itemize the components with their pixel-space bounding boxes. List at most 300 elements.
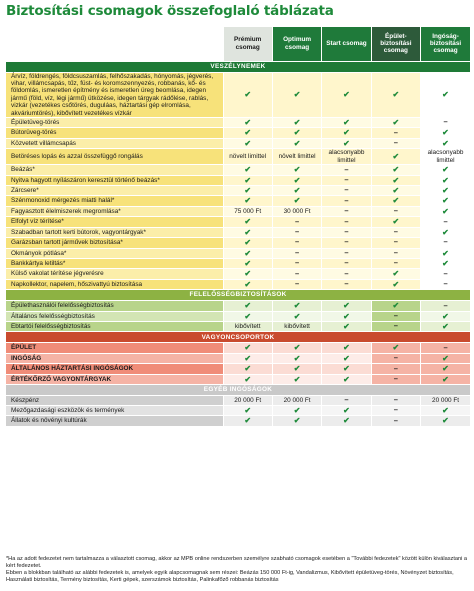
coverage-label: Épülethasználói felelősségbiztosítás xyxy=(6,301,223,311)
check-icon: ✔ xyxy=(244,269,252,279)
coverage-cell xyxy=(322,301,371,311)
coverage-cell xyxy=(322,248,371,258)
coverage-cell xyxy=(223,269,272,279)
check-icon: ✔ xyxy=(392,301,400,311)
coverage-cell xyxy=(322,322,371,332)
coverage-cell xyxy=(223,396,272,406)
column-header-optimum: Optimum csomag xyxy=(272,27,321,61)
coverage-cell xyxy=(223,206,272,216)
dash-icon: – xyxy=(393,237,398,247)
check-icon: ✔ xyxy=(244,165,252,175)
coverage-cell xyxy=(223,185,272,195)
check-icon: ✔ xyxy=(343,343,350,353)
coverage-label: Bútorüveg-törés xyxy=(6,128,223,138)
coverage-cell xyxy=(421,353,470,363)
table-row xyxy=(6,364,470,374)
coverage-cell xyxy=(272,353,321,363)
table-row xyxy=(6,279,470,289)
coverage-cell xyxy=(371,118,420,128)
dash-icon: – xyxy=(295,279,300,289)
check-icon: ✔ xyxy=(244,227,252,237)
coverage-cell xyxy=(272,217,321,227)
check-icon: ✔ xyxy=(392,343,400,353)
table-row xyxy=(6,72,470,118)
cell-value: kibővített xyxy=(284,323,310,331)
coverage-label: Zárcsere* xyxy=(6,185,223,195)
coverage-cell xyxy=(322,374,371,384)
coverage-cell xyxy=(371,206,420,216)
coverage-cell xyxy=(223,343,272,353)
coverage-cell xyxy=(272,301,321,311)
dash-icon: – xyxy=(344,395,349,405)
check-icon: ✔ xyxy=(442,416,449,426)
table-row xyxy=(6,301,470,311)
check-icon: ✔ xyxy=(442,206,449,216)
coverage-cell xyxy=(223,128,272,138)
coverage-label: Külső vakolat térítése jégverésre xyxy=(6,269,223,279)
coverage-cell xyxy=(272,118,321,128)
coverage-cell xyxy=(322,269,371,279)
check-icon: ✔ xyxy=(244,416,252,426)
footnotes xyxy=(6,556,470,584)
coverage-cell xyxy=(371,227,420,237)
check-icon: ✔ xyxy=(442,196,449,206)
coverage-cell xyxy=(223,258,272,268)
check-icon: ✔ xyxy=(442,353,449,363)
coverage-cell xyxy=(421,138,470,148)
section-title: VESZÉLYNEMEK xyxy=(6,61,470,72)
coverage-label: Mezőgazdasági eszközök és termények xyxy=(6,405,223,415)
table-row xyxy=(6,227,470,237)
coverage-cell xyxy=(322,196,371,206)
coverage-cell xyxy=(322,227,371,237)
check-icon: ✔ xyxy=(442,138,449,148)
footnote: *Ha az adott fedezetet nem tartalmazza a választott csomag, akkor az MPB online rendszerben személyre szabható csomagok esetében a "További fedezetek" között külön kiválasztani a kért fedezetet. xyxy=(6,556,468,569)
coverage-cell xyxy=(272,128,321,138)
check-icon: ✔ xyxy=(343,405,350,415)
check-icon: ✔ xyxy=(293,118,301,128)
check-icon: ✔ xyxy=(343,90,350,100)
footnote: Ebben a blokkban található az alábbi fedezetek is, amelyek egyik alapcsomagnak sem részei: Beázás 150 000 Ft-ig, Vandalizmus, Kibővített épületüveg-törés, Növényzet biztosítás, Használati biztosítás, Termény biztosítás, Kerti gépek, szerszámok biztosítás, Palinkafőző robbanás biztosítás xyxy=(6,569,454,583)
dash-icon: – xyxy=(393,321,398,331)
dash-icon: – xyxy=(295,216,300,226)
section-title: VAGYONCSOPORTOK xyxy=(6,332,470,343)
coverage-cell xyxy=(272,149,321,165)
table-row xyxy=(6,217,470,227)
check-icon: ✔ xyxy=(244,343,252,353)
table-row xyxy=(6,128,470,138)
check-icon: ✔ xyxy=(343,416,350,426)
check-icon: ✔ xyxy=(343,374,350,384)
column-header-contents: Ingóság-biztosítási csomag xyxy=(421,27,470,61)
coverage-label: Árvíz, földrengés, földcsuszamlás, felhőszakadás, hónyomás, jégverés, vihar, villámcsapás, tűz, füst- és koromszennyezés, robbanás, kő- és földomlás, ismeretlen építmény és ismeretlen üreg beomlása, idegen jármű (föld, víz, légi jármű) ütközése, idegen tárgyak rádőlése, rablás, vizkár (vezetékes csőtörés, duguláas, háztartási gép elromlása, akváriumtörés), kibővített vezetékes vízkár xyxy=(6,72,223,118)
coverage-label: Elfolyt víz térítése* xyxy=(6,217,223,227)
coverage-cell xyxy=(322,206,371,216)
coverage-cell xyxy=(421,269,470,279)
check-icon: ✔ xyxy=(392,165,400,175)
table-row xyxy=(6,396,470,406)
page-title: Biztosítási csomagok összefoglaló táblázata xyxy=(6,3,334,19)
dash-icon: – xyxy=(344,164,349,174)
coverage-cell xyxy=(223,374,272,384)
dash-icon: – xyxy=(344,206,349,216)
coverage-cell xyxy=(371,269,420,279)
coverage-cell xyxy=(223,138,272,148)
header-corner xyxy=(6,27,223,61)
dash-icon: – xyxy=(344,237,349,247)
coverage-cell xyxy=(272,165,321,175)
coverage-label: Állatok és növényi kultúrák xyxy=(6,416,223,426)
coverage-cell xyxy=(223,322,272,332)
section-header-row xyxy=(6,332,470,343)
coverage-cell xyxy=(272,416,321,426)
coverage-label: Fagyasztott élelmiszerek megromlása* xyxy=(6,206,223,216)
check-icon: ✔ xyxy=(244,279,252,289)
table-row xyxy=(6,269,470,279)
check-icon: ✔ xyxy=(442,322,449,332)
cell-value: növelt limittel xyxy=(229,153,267,160)
coverage-cell xyxy=(322,396,371,406)
coverage-cell xyxy=(371,405,420,415)
coverage-cell xyxy=(371,165,420,175)
dash-icon: – xyxy=(393,227,398,237)
coverage-cell xyxy=(223,165,272,175)
dash-icon: – xyxy=(295,237,300,247)
check-icon: ✔ xyxy=(392,175,400,185)
coverage-cell xyxy=(371,374,420,384)
coverage-cell xyxy=(223,118,272,128)
coverage-cell xyxy=(272,196,321,206)
dash-icon: – xyxy=(393,353,398,363)
coverage-cell xyxy=(272,72,321,118)
check-icon: ✔ xyxy=(244,405,252,415)
table-row xyxy=(6,238,470,248)
cell-value: 20 000 Ft xyxy=(432,396,460,404)
coverage-cell xyxy=(371,258,420,268)
dash-icon: – xyxy=(443,117,448,127)
cell-value: 20 000 Ft xyxy=(283,396,311,404)
section-header-row xyxy=(6,61,470,72)
check-icon: ✔ xyxy=(392,196,400,206)
coverage-label: Betöréses lopás és azzal összefüggő rongálás xyxy=(6,149,223,165)
coverage-cell xyxy=(223,416,272,426)
coverage-cell xyxy=(322,165,371,175)
check-icon: ✔ xyxy=(442,364,449,374)
dash-icon: – xyxy=(443,268,448,278)
coverage-cell xyxy=(223,311,272,321)
check-icon: ✔ xyxy=(442,185,449,195)
table-row xyxy=(6,416,470,426)
coverage-cell xyxy=(371,364,420,374)
coverage-cell xyxy=(371,343,420,353)
coverage-cell xyxy=(421,72,470,118)
check-icon: ✔ xyxy=(244,175,252,185)
coverage-cell xyxy=(272,185,321,195)
coverage-cell xyxy=(421,165,470,175)
coverage-cell xyxy=(322,238,371,248)
coverage-cell xyxy=(371,196,420,206)
check-icon: ✔ xyxy=(442,227,449,237)
coverage-cell xyxy=(322,175,371,185)
coverage-cell xyxy=(272,138,321,148)
coverage-cell xyxy=(272,279,321,289)
coverage-cell xyxy=(223,175,272,185)
dash-icon: – xyxy=(344,185,349,195)
coverage-cell xyxy=(421,343,470,353)
coverage-cell xyxy=(421,238,470,248)
check-icon: ✔ xyxy=(293,196,301,206)
coverage-cell xyxy=(272,311,321,321)
table-row xyxy=(6,149,470,165)
coverage-cell xyxy=(371,238,420,248)
coverage-label: ÁLTALÁNOS HÁZTARTÁSI INGÓSÁGOK xyxy=(6,364,223,374)
check-icon: ✔ xyxy=(343,301,350,311)
coverage-label: INGÓSÁG xyxy=(6,353,223,363)
check-icon: ✔ xyxy=(244,364,252,374)
dash-icon: – xyxy=(393,405,398,415)
check-icon: ✔ xyxy=(442,405,449,415)
check-icon: ✔ xyxy=(293,364,301,374)
coverage-cell xyxy=(223,279,272,289)
dash-icon: – xyxy=(393,258,398,268)
coverage-cell xyxy=(371,311,420,321)
dash-icon: – xyxy=(443,279,448,289)
coverage-cell xyxy=(421,311,470,321)
check-icon: ✔ xyxy=(244,90,252,100)
coverage-cell xyxy=(322,416,371,426)
check-icon: ✔ xyxy=(244,238,252,248)
check-icon: ✔ xyxy=(293,353,301,363)
check-icon: ✔ xyxy=(293,311,301,321)
coverage-label: Okmányok pótlása* xyxy=(6,248,223,258)
check-icon: ✔ xyxy=(244,185,252,195)
check-icon: ✔ xyxy=(442,128,449,138)
coverage-label: Ebtartói felelősségbiztosítás xyxy=(6,322,223,332)
check-icon: ✔ xyxy=(244,128,252,138)
check-icon: ✔ xyxy=(392,152,400,161)
coverage-cell xyxy=(223,196,272,206)
coverage-cell xyxy=(272,405,321,415)
coverage-cell xyxy=(371,353,420,363)
dash-icon: – xyxy=(393,138,398,148)
check-icon: ✔ xyxy=(293,90,301,100)
dash-icon: – xyxy=(443,216,448,226)
check-icon: ✔ xyxy=(293,175,301,185)
coverage-label: Szabadban tartott kerti bútorok, vagyontárgyak* xyxy=(6,227,223,237)
coverage-cell xyxy=(272,322,321,332)
coverage-cell xyxy=(272,206,321,216)
column-header-building: Épület-biztosítási csomag xyxy=(371,27,420,61)
table-row xyxy=(6,343,470,353)
check-icon: ✔ xyxy=(293,374,301,384)
check-icon: ✔ xyxy=(442,248,449,258)
coverage-cell xyxy=(371,128,420,138)
check-icon: ✔ xyxy=(343,138,350,148)
coverage-cell xyxy=(322,343,371,353)
coverage-cell xyxy=(322,279,371,289)
coverage-cell xyxy=(421,396,470,406)
cell-value: 75 000 Ft xyxy=(234,207,262,215)
coverage-cell xyxy=(223,238,272,248)
coverage-cell xyxy=(421,206,470,216)
coverage-cell xyxy=(322,311,371,321)
coverage-cell xyxy=(371,138,420,148)
cell-value: növelt limittel xyxy=(278,153,316,160)
table-row xyxy=(6,248,470,258)
coverage-cell xyxy=(223,72,272,118)
check-icon: ✔ xyxy=(244,353,252,363)
table-row xyxy=(6,374,470,384)
dash-icon: – xyxy=(344,174,349,184)
coverage-cell xyxy=(371,416,420,426)
check-icon: ✔ xyxy=(293,128,301,138)
coverage-cell xyxy=(223,405,272,415)
table-row xyxy=(6,206,470,216)
check-icon: ✔ xyxy=(293,301,301,311)
check-icon: ✔ xyxy=(293,343,301,353)
coverage-cell xyxy=(371,217,420,227)
coverage-label: Szénmonoxid mérgezés miatti halál* xyxy=(6,196,223,206)
coverage-cell xyxy=(421,248,470,258)
dash-icon: – xyxy=(295,247,300,257)
coverage-cell xyxy=(421,416,470,426)
section-title: FELELŐSSÉGBIZTOSÍTÁSOK xyxy=(6,290,470,301)
coverage-cell xyxy=(322,364,371,374)
check-icon: ✔ xyxy=(343,118,350,128)
coverage-cell xyxy=(322,185,371,195)
table-row xyxy=(6,405,470,415)
coverage-cell xyxy=(272,227,321,237)
check-icon: ✔ xyxy=(392,185,400,195)
check-icon: ✔ xyxy=(343,322,350,332)
dash-icon: – xyxy=(344,216,349,226)
coverage-cell xyxy=(272,269,321,279)
coverage-cell xyxy=(223,301,272,311)
coverage-cell xyxy=(272,248,321,258)
check-icon: ✔ xyxy=(343,364,350,374)
coverage-cell xyxy=(421,128,470,138)
table-row xyxy=(6,165,470,175)
cell-value: kibővített xyxy=(234,323,261,331)
check-icon: ✔ xyxy=(244,118,252,128)
coverage-cell xyxy=(322,149,371,165)
table-row xyxy=(6,311,470,321)
cell-value: 20 000 Ft xyxy=(234,396,262,404)
check-icon: ✔ xyxy=(343,128,350,138)
check-icon: ✔ xyxy=(244,374,252,384)
coverage-cell xyxy=(322,353,371,363)
check-icon: ✔ xyxy=(442,175,449,185)
dash-icon: – xyxy=(393,247,398,257)
coverage-cell xyxy=(272,238,321,248)
dash-icon: – xyxy=(443,237,448,247)
coverage-cell xyxy=(421,175,470,185)
coverage-cell xyxy=(371,396,420,406)
dash-icon: – xyxy=(393,374,398,384)
coverage-cell xyxy=(223,364,272,374)
check-icon: ✔ xyxy=(392,217,400,227)
coverage-cell xyxy=(371,149,420,165)
dash-icon: – xyxy=(393,415,398,425)
check-icon: ✔ xyxy=(343,311,350,321)
dash-icon: – xyxy=(344,268,349,278)
coverage-cell xyxy=(322,217,371,227)
coverage-cell xyxy=(322,118,371,128)
coverage-label: Beázás* xyxy=(6,165,223,175)
dash-icon: – xyxy=(443,342,448,352)
coverage-cell xyxy=(272,258,321,268)
dash-icon: – xyxy=(344,258,349,268)
dash-icon: – xyxy=(295,258,300,268)
coverage-cell xyxy=(421,374,470,384)
coverage-cell xyxy=(223,353,272,363)
coverage-label: Készpénz xyxy=(6,396,223,406)
coverage-cell xyxy=(421,196,470,206)
coverage-cell xyxy=(272,364,321,374)
table-row xyxy=(6,138,470,148)
table-row xyxy=(6,258,470,268)
coverage-cell xyxy=(421,405,470,415)
dash-icon: – xyxy=(443,300,448,310)
dash-icon: – xyxy=(393,395,398,405)
coverage-cell xyxy=(371,185,420,195)
table-header-row xyxy=(6,27,470,61)
cell-value: 30 000 Ft xyxy=(283,207,311,215)
coverage-cell xyxy=(223,149,272,165)
dash-icon: – xyxy=(295,268,300,278)
check-icon: ✔ xyxy=(442,311,449,321)
coverage-cell xyxy=(322,405,371,415)
section-header-row xyxy=(6,290,470,301)
coverage-cell xyxy=(421,217,470,227)
coverage-cell xyxy=(223,227,272,237)
check-icon: ✔ xyxy=(392,279,400,289)
coverage-cell xyxy=(371,322,420,332)
dash-icon: – xyxy=(295,227,300,237)
check-icon: ✔ xyxy=(244,301,252,311)
dash-icon: – xyxy=(344,227,349,237)
check-icon: ✔ xyxy=(293,405,301,415)
coverage-label: ÉRTÉKŐRZŐ VAGYONTÁRGYAK xyxy=(6,374,223,384)
check-icon: ✔ xyxy=(293,138,301,148)
dash-icon: – xyxy=(393,206,398,216)
check-icon: ✔ xyxy=(392,118,400,128)
dash-icon: – xyxy=(393,127,398,137)
check-icon: ✔ xyxy=(392,269,400,279)
coverage-cell xyxy=(223,217,272,227)
coverage-cell xyxy=(272,374,321,384)
check-icon: ✔ xyxy=(442,90,449,100)
check-icon: ✔ xyxy=(442,258,449,268)
coverage-label: Napkollektor, napelem, hőszivattyú biztosítása xyxy=(6,279,223,289)
check-icon: ✔ xyxy=(244,311,252,321)
coverage-label: Közvetett villámcsapás xyxy=(6,138,223,148)
dash-icon: – xyxy=(344,247,349,257)
check-icon: ✔ xyxy=(392,90,400,100)
table-row xyxy=(6,322,470,332)
dash-icon: – xyxy=(393,363,398,373)
coverage-label: Épületüveg-törés xyxy=(6,118,223,128)
summary-table xyxy=(6,27,470,427)
dash-icon: – xyxy=(344,195,349,205)
check-icon: ✔ xyxy=(244,138,252,148)
coverage-cell xyxy=(272,343,321,353)
table-row xyxy=(6,185,470,195)
coverage-cell xyxy=(421,301,470,311)
check-icon: ✔ xyxy=(244,248,252,258)
coverage-cell xyxy=(421,185,470,195)
check-icon: ✔ xyxy=(244,196,252,206)
